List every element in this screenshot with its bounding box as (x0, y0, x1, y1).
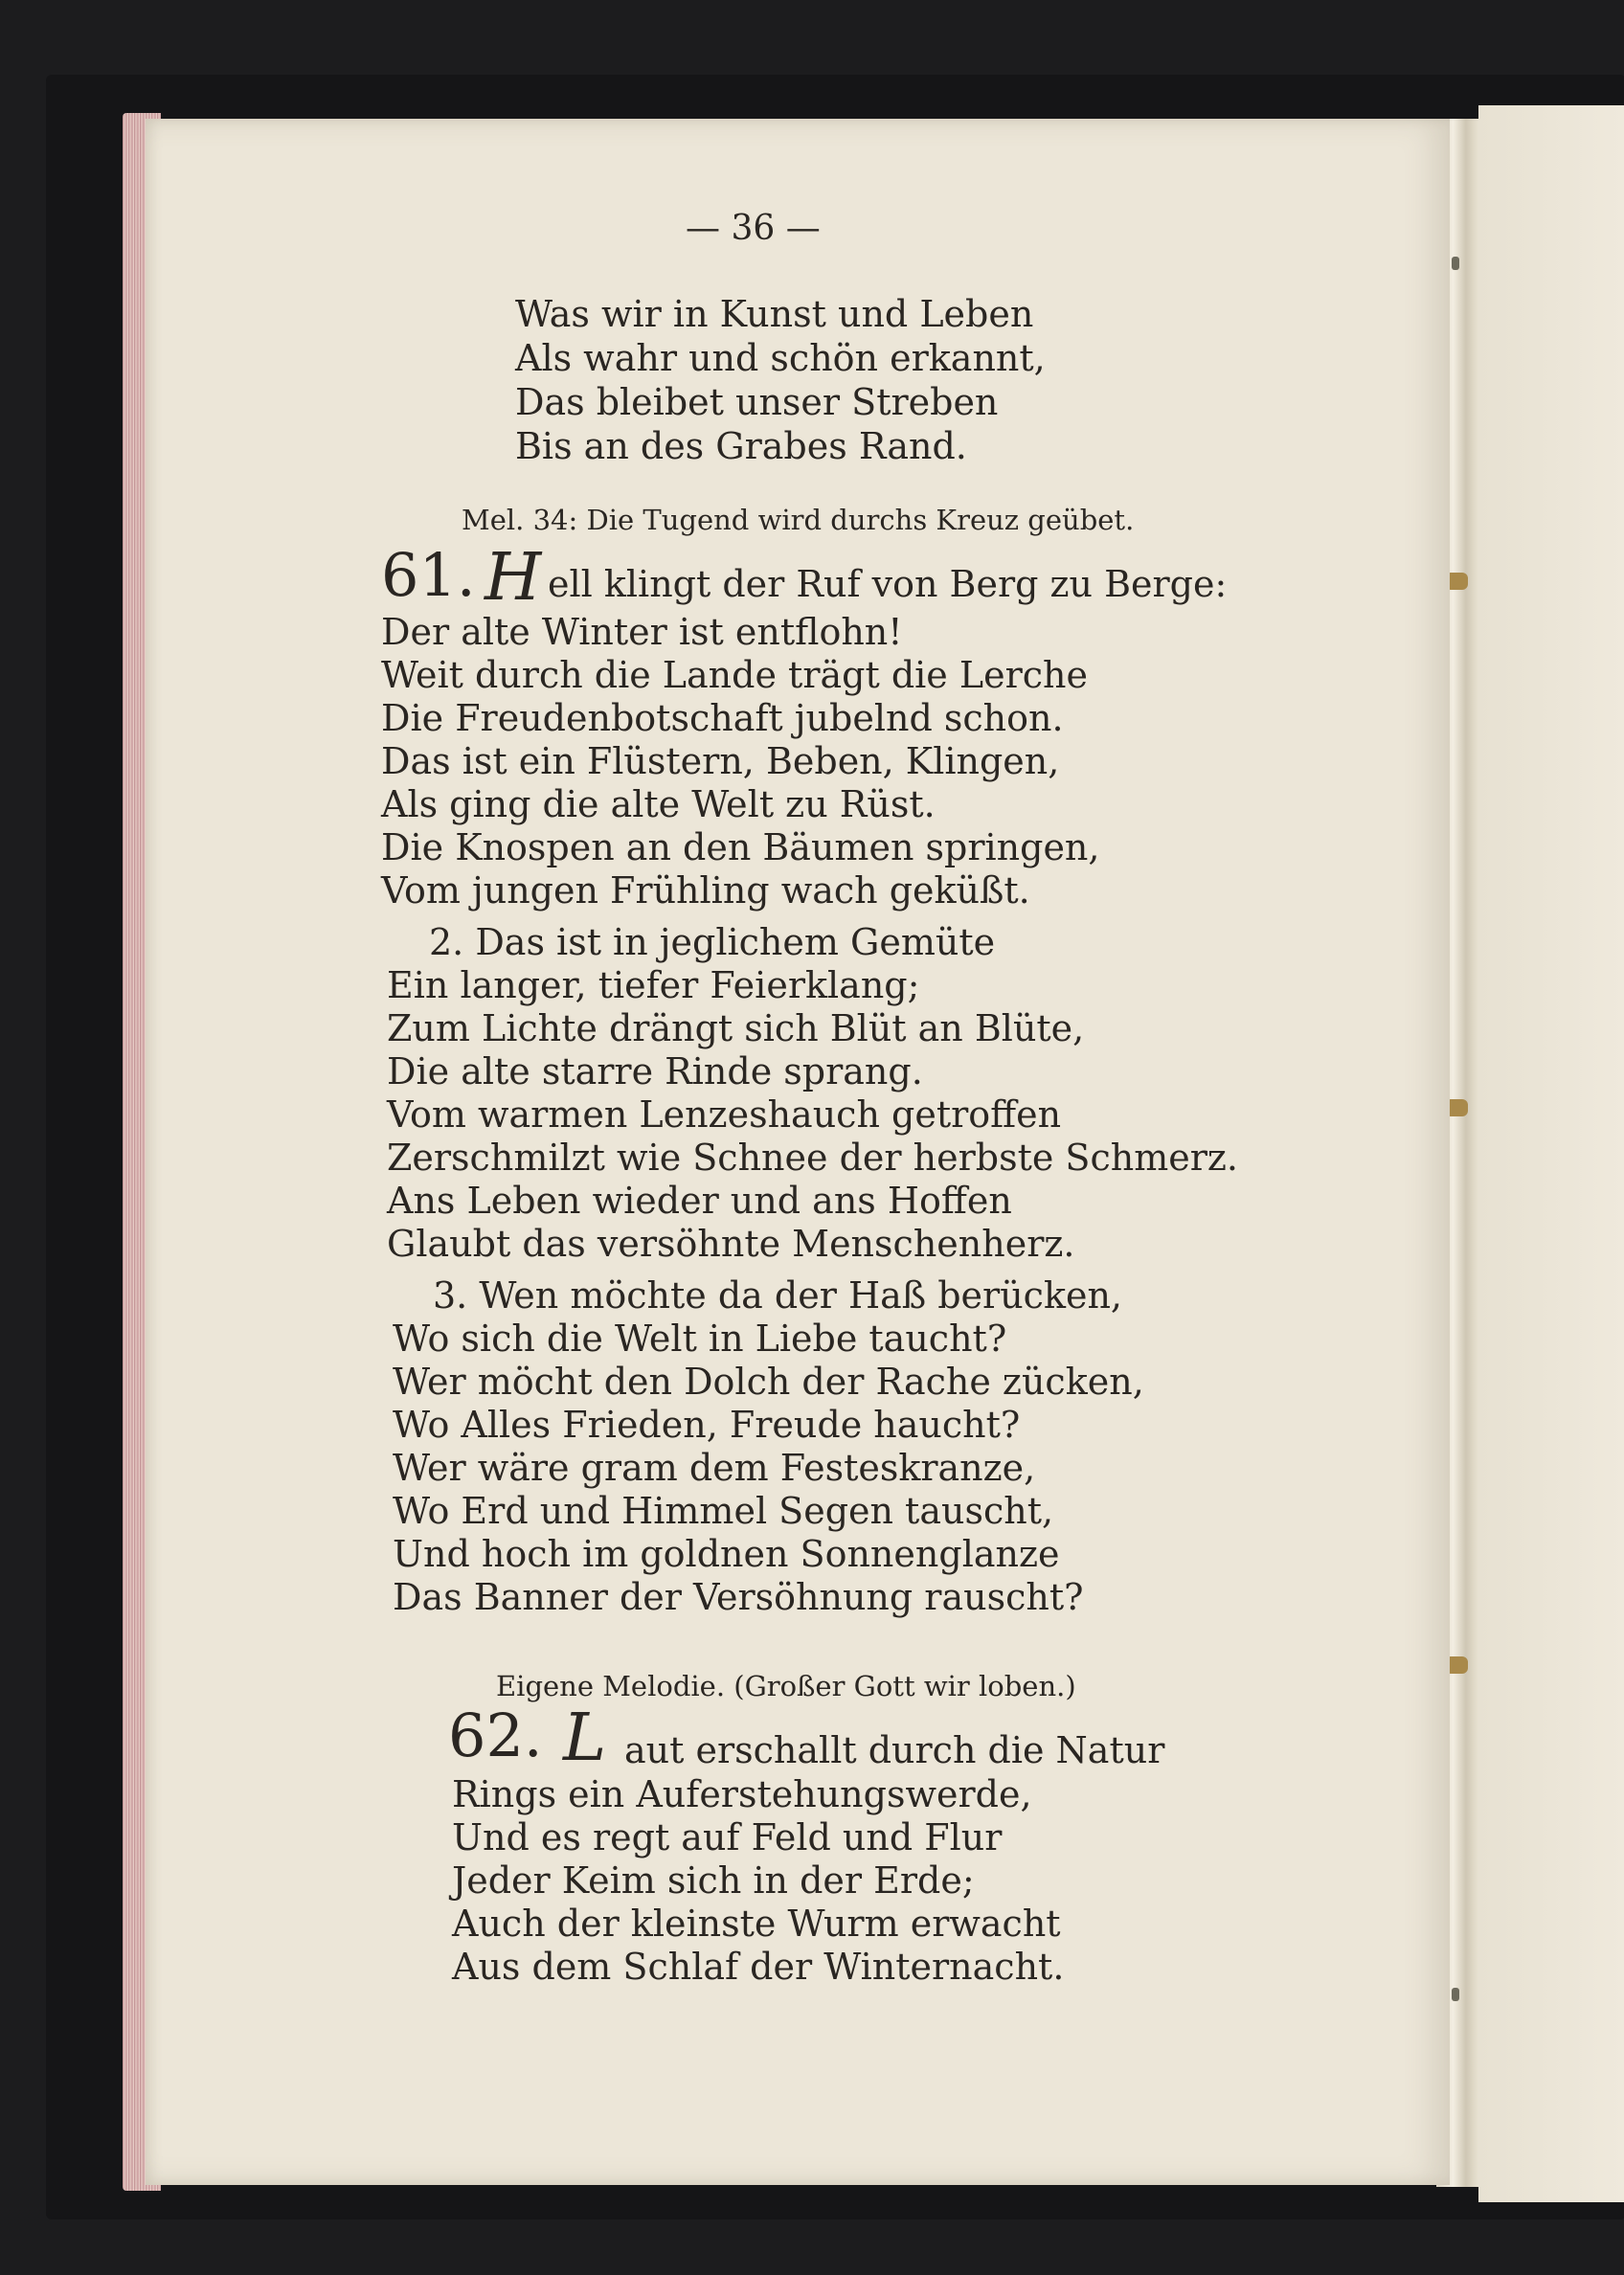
hymn-first-line: aut erschallt durch die Natur (624, 1729, 1165, 1771)
drop-cap: L (563, 1701, 607, 1776)
verse-line: Wo Alles Frieden, Freude haucht? (393, 1404, 1021, 1446)
verse-line: 3. Wen möchte da der Haß berücken, (433, 1274, 1123, 1317)
page-number: — 36 — (686, 209, 821, 248)
verse-line: Jeder Keim sich in der Erde; (452, 1859, 975, 1902)
intro-line: Das bleibet unser Streben (515, 381, 999, 423)
binding-mark (1452, 1988, 1459, 2001)
verse-line: Zerschmilzt wie Schnee der herbste Schmerz. (387, 1137, 1239, 1179)
verse-line: Weit durch die Lande trägt die Lerche (381, 654, 1088, 696)
verse-line: Rings ein Auferstehungswerde, (452, 1773, 1032, 1815)
verse-line: Wer wäre gram dem Festeskranze, (393, 1447, 1036, 1489)
verse-line: Vom warmen Lenzeshauch getroffen (387, 1093, 1062, 1136)
melody-note: Mel. 34: Die Tugend wird durchs Kreuz geübet. (462, 504, 1135, 536)
intro-line: Bis an des Grabes Rand. (515, 425, 967, 467)
verse-line: Das ist ein Flüstern, Beben, Klingen, (381, 740, 1060, 782)
verse-line: Als ging die alte Welt zu Rüst. (381, 783, 936, 825)
verse-line: Das Banner der Versöhnung rauscht? (393, 1576, 1084, 1618)
verse-line: Glaubt das versöhnte Menschenherz. (387, 1223, 1075, 1265)
intro-line: Als wahr und schön erkannt, (515, 337, 1046, 379)
melody-note: Eigene Melodie. (Großer Gott wir loben.) (496, 1670, 1076, 1702)
binding-mark (1452, 257, 1459, 270)
verse-line: Die Freudenbotschaft jubelnd schon. (381, 697, 1064, 739)
hymn-first-line: ell klingt der Ruf von Berg zu Berge: (548, 563, 1228, 605)
verse-line: Vom jungen Frühling wach geküßt. (381, 869, 1030, 912)
verse-line: Auch der kleinste Wurm erwacht (452, 1903, 1061, 1945)
verse-line: Wo sich die Welt in Liebe taucht? (393, 1318, 1007, 1360)
verse-line: Ein langer, tiefer Feierklang; (387, 964, 920, 1006)
verse-line: Ans Leben wieder und ans Hoffen (387, 1180, 1012, 1222)
verse-line: Wer möcht den Dolch der Rache zücken, (393, 1361, 1144, 1403)
verse-line: Wo Erd und Himmel Segen tauscht, (393, 1490, 1054, 1532)
intro-line: Was wir in Kunst und Leben (515, 293, 1034, 335)
verse-line: 2. Das ist in jeglichem Gemüte (429, 921, 996, 963)
verse-line: Die Knospen an den Bäumen springen, (381, 826, 1100, 868)
verse-line: Zum Lichte drängt sich Blüt an Blüte, (387, 1007, 1085, 1049)
hymn-number: 62. (448, 1701, 543, 1770)
hymn-number: 61. (381, 540, 476, 610)
verse-line: Der alte Winter ist entflohn! (381, 611, 903, 653)
verse-line: Und es regt auf Feld und Flur (452, 1816, 1003, 1858)
facing-page (1478, 105, 1624, 2202)
verse-line: Aus dem Schlaf der Winternacht. (452, 1946, 1065, 1988)
drop-cap: H (485, 540, 542, 616)
verse-line: Und hoch im goldnen Sonnenglanze (393, 1533, 1060, 1575)
verse-line: Die alte starre Rinde sprang. (387, 1050, 923, 1092)
